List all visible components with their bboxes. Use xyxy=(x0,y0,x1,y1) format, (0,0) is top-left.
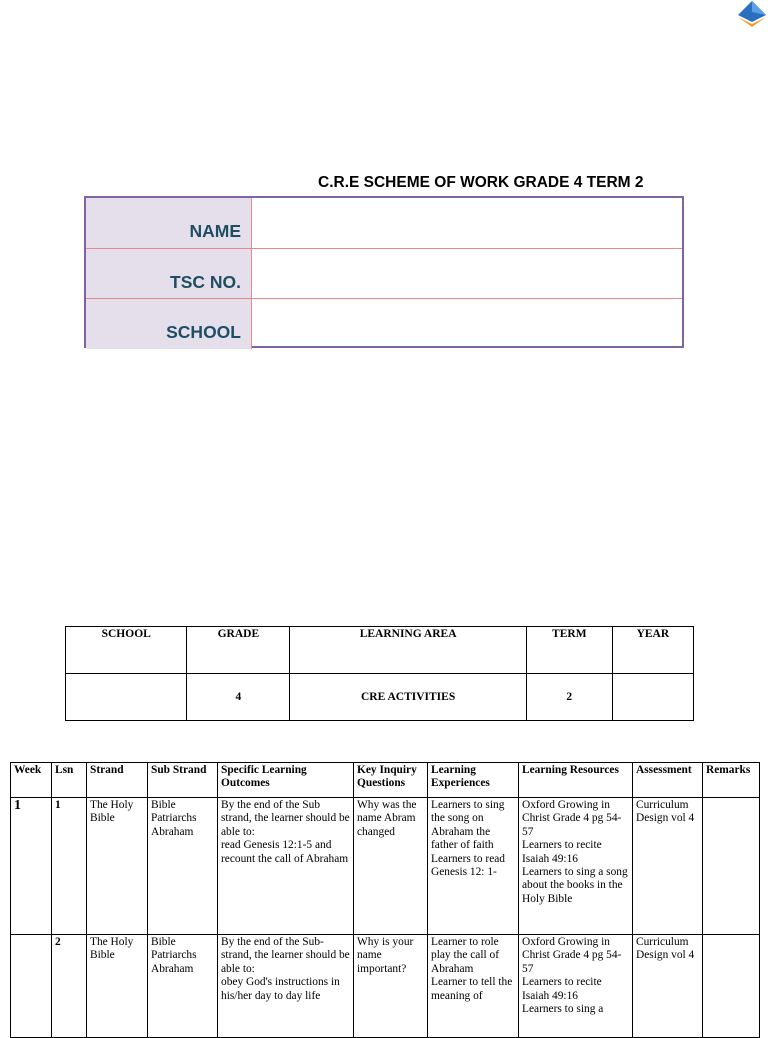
strand-cell: The Holy Bible xyxy=(87,935,148,1038)
tsc-field[interactable] xyxy=(254,249,682,299)
school-row xyxy=(86,298,682,349)
sub-strand-cell: Bible Patriarchs Abraham xyxy=(148,935,218,1038)
name-row xyxy=(86,198,682,248)
tsc-label: TSC NO. xyxy=(86,249,252,299)
summary-header: YEAR xyxy=(612,627,693,674)
summary-value: 2 xyxy=(526,674,612,721)
summary-header-row xyxy=(66,627,694,674)
summary-value-row xyxy=(66,674,694,721)
summary-value xyxy=(66,674,187,721)
strand-cell: The Holy Bible xyxy=(87,798,148,935)
summary-header: TERM xyxy=(526,627,612,674)
questions-cell: Why is your name important? xyxy=(354,935,428,1038)
outcomes-cell: By the end of the Sub-strand, the learner should be able to: obey God's instructions in his/her day to day life xyxy=(218,935,354,1038)
summary-value: CRE ACTIVITIES xyxy=(290,674,527,721)
scheme-header: Lsn xyxy=(52,763,87,798)
questions-cell: Why was the name Abram changed xyxy=(354,798,428,935)
scheme-header: Learning Experiences xyxy=(428,763,519,798)
remarks-cell xyxy=(703,798,760,935)
scheme-header: Key Inquiry Questions xyxy=(354,763,428,798)
document-title: C.R.E SCHEME OF WORK GRADE 4 TERM 2 xyxy=(318,174,644,191)
scheme-header: Week xyxy=(11,763,52,798)
assessment-cell: Curriculum Design vol 4 xyxy=(633,935,703,1038)
school-field[interactable] xyxy=(254,299,682,349)
scheme-header: Specific Learning Outcomes xyxy=(218,763,354,798)
school-label: SCHOOL xyxy=(86,299,252,349)
table-row xyxy=(11,935,760,1038)
diamond-logo-icon xyxy=(736,0,768,28)
resources-cell: Oxford Growing in Christ Grade 4 pg 54-57 Learners to recite Isaiah 49:16 Learners to sing a song about the books in the Holy Bible xyxy=(519,798,633,935)
teacher-info-box xyxy=(84,196,684,348)
scheme-header: Learning Resources xyxy=(519,763,633,798)
scheme-header: Sub Strand xyxy=(148,763,218,798)
outcomes-cell: By the end of the Sub strand, the learner should be able to: read Genesis 12:1-5 and recount the call of Abraham xyxy=(218,798,354,935)
scheme-header: Assessment xyxy=(633,763,703,798)
lesson-cell: 2 xyxy=(52,935,87,1038)
week-cell: 1 xyxy=(11,798,52,935)
scheme-header: Strand xyxy=(87,763,148,798)
summary-header: SCHOOL xyxy=(66,627,187,674)
summary-value xyxy=(612,674,693,721)
scheme-header-row xyxy=(11,763,760,798)
sub-strand-cell: Bible Patriarchs Abraham xyxy=(148,798,218,935)
scheme-table xyxy=(10,762,760,1038)
assessment-cell: Curriculum Design vol 4 xyxy=(633,798,703,935)
name-label: NAME xyxy=(86,198,252,248)
summary-header: GRADE xyxy=(187,627,290,674)
table-row xyxy=(11,798,760,935)
summary-value: 4 xyxy=(187,674,290,721)
experiences-cell: Learner to role play the call of Abraham Learner to tell the meaning of xyxy=(428,935,519,1038)
week-cell xyxy=(11,935,52,1038)
name-field[interactable] xyxy=(254,198,682,248)
summary-table xyxy=(65,626,694,721)
summary-header: LEARNING AREA xyxy=(290,627,527,674)
resources-cell: Oxford Growing in Christ Grade 4 pg 54-57 Learners to recite Isaiah 49:16 Learners to sing a xyxy=(519,935,633,1038)
remarks-cell xyxy=(703,935,760,1038)
lesson-cell: 1 xyxy=(52,798,87,935)
tsc-row xyxy=(86,248,682,299)
scheme-header: Remarks xyxy=(703,763,760,798)
experiences-cell: Learners to sing the song on Abraham the father of faith Learners to read Genesis 12: 1- xyxy=(428,798,519,935)
